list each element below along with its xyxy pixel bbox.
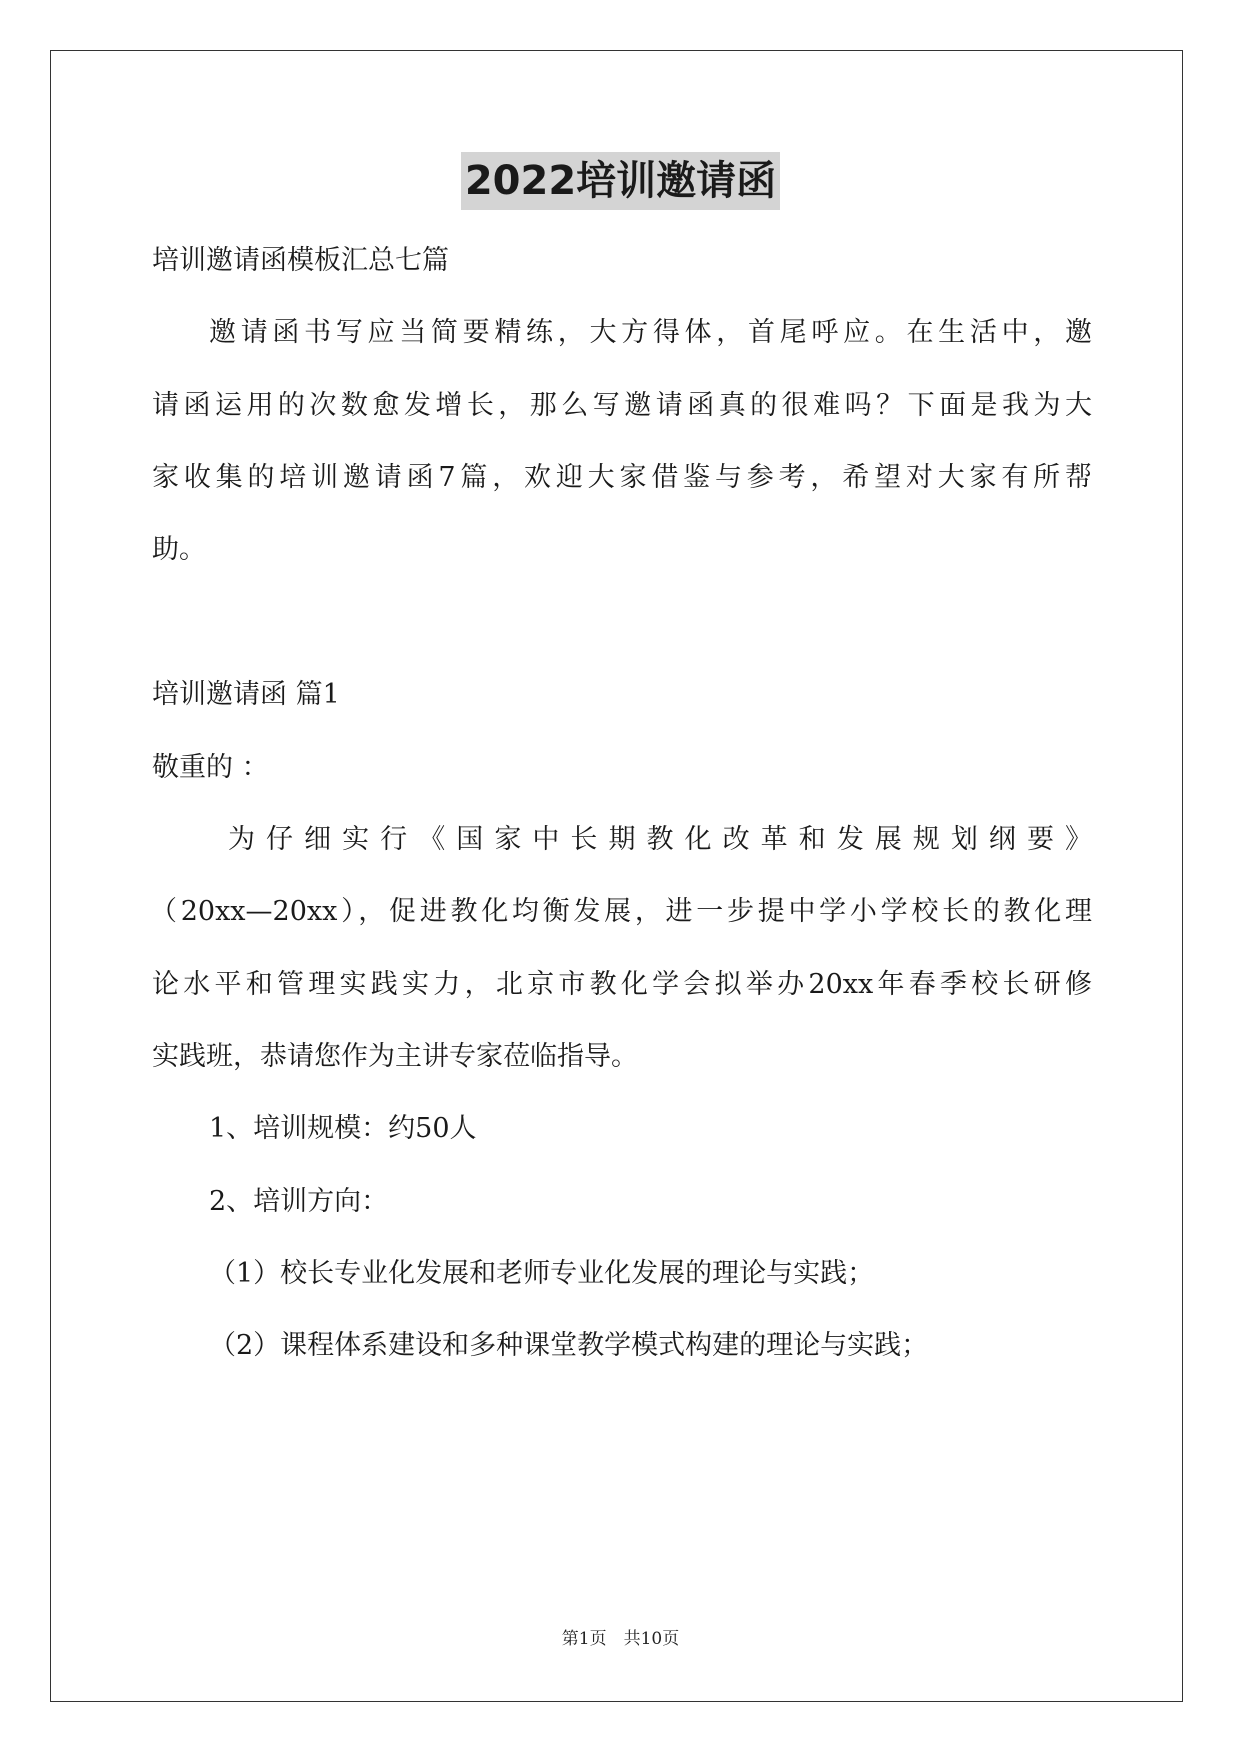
- document-title: 2022培训邀请函: [461, 152, 780, 210]
- body-line-1: 为仔细实行《国家中长期教化改革和发展规划纲要》: [228, 824, 1092, 855]
- salutation: 敬重的 ：: [152, 752, 269, 783]
- intro-line-1: 邀请函书写应当简要精练，大方得体，首尾呼应。在生活中，邀: [209, 317, 1092, 348]
- title-container: [0, 152, 1241, 210]
- body-line-4: 实践班，恭请您作为主讲专家莅临指导。: [152, 1041, 638, 1072]
- intro-line-4: 助。: [152, 534, 206, 565]
- page-border: [50, 50, 1183, 1702]
- list-item-scale: 1、培训规模：约50人: [209, 1113, 477, 1144]
- body-line-2: （20xx—20xx），促进教化均衡发展，进一步提中学小学校长的教化理: [150, 896, 1092, 927]
- list-item-direction: 2、培训方向：: [209, 1186, 389, 1217]
- list-item-sub-1: （1）校长专业化发展和老师专业化发展的理论与实践；: [209, 1258, 875, 1289]
- intro-line-3: 家收集的培训邀请函7篇，欢迎大家借鉴与参考，希望对大家有所帮: [152, 462, 1092, 493]
- body-line-3: 论水平和管理实践实力，北京市教化学会拟举办20xx年春季校长研修: [152, 969, 1092, 1000]
- intro-line-2: 请函运用的次数愈发增长，那么写邀请函真的很难吗？下面是我为大: [152, 390, 1092, 421]
- subtitle: 培训邀请函模板汇总七篇: [152, 245, 449, 276]
- list-item-sub-2: （2）课程体系建设和多种课堂教学模式构建的理论与实践；: [209, 1330, 929, 1361]
- page-footer: 第1页 共10页: [561, 1629, 680, 1649]
- section-heading: 培训邀请函 篇1: [152, 679, 340, 710]
